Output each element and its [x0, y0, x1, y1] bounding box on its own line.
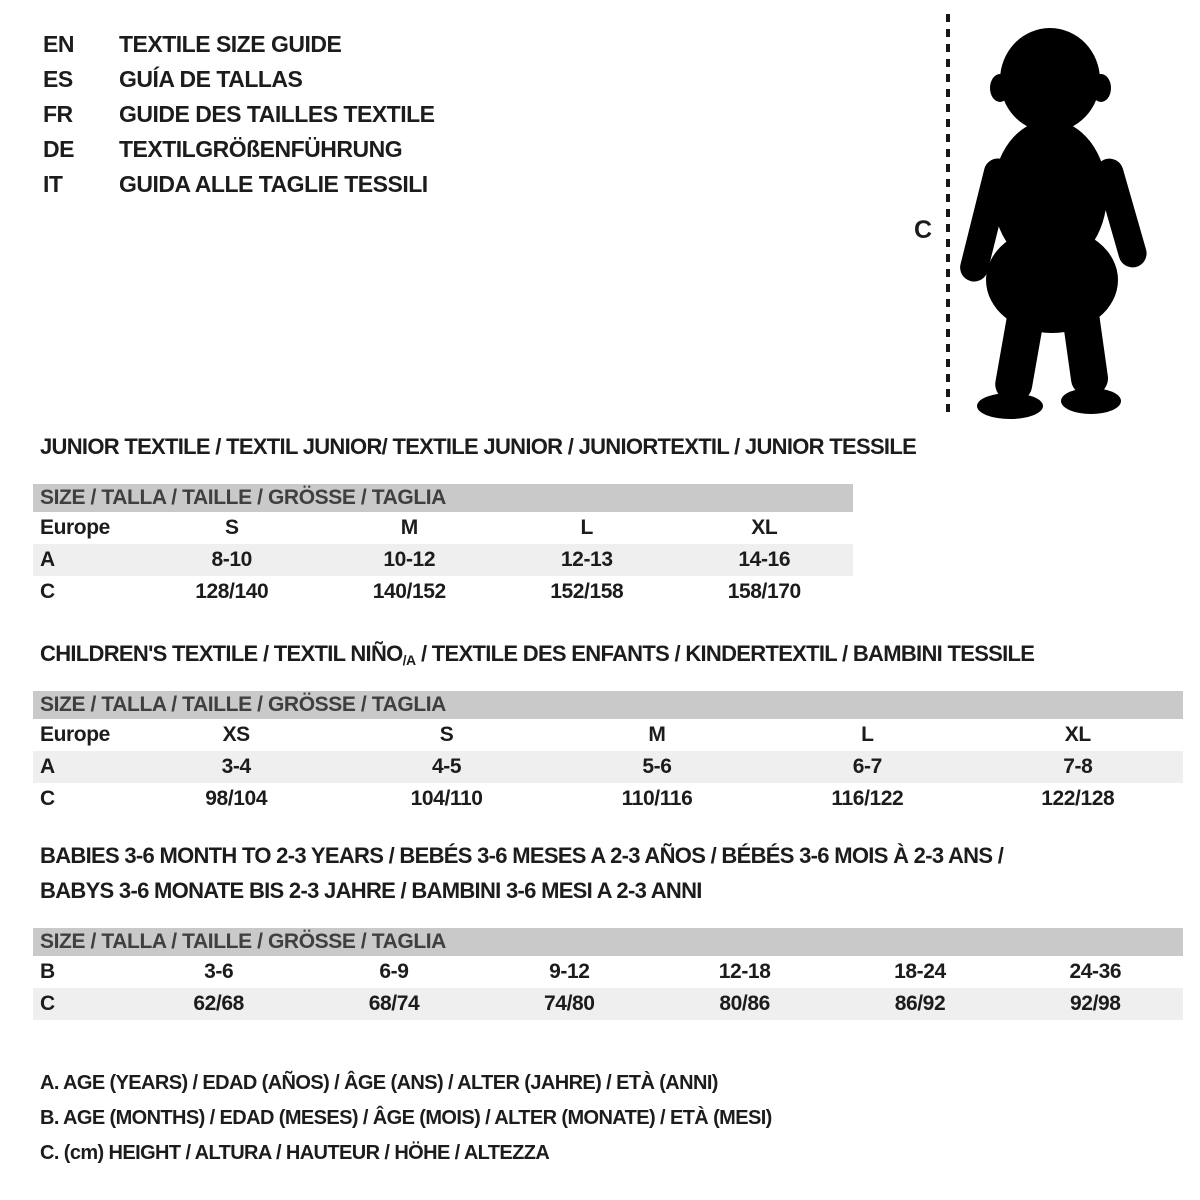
size-header-label: SIZE / TALLA / TAILLE / GRÖSSE / TAGLIA — [33, 691, 1183, 719]
table-cell: 3-6 — [204, 960, 234, 983]
size-header-row — [33, 928, 1183, 956]
table-cell: 24-36 — [1069, 960, 1122, 983]
table-cell: 74/80 — [482, 988, 657, 1020]
table-cell: 62/68 — [131, 988, 306, 1020]
row-label: A — [33, 544, 143, 576]
table-cell: XL — [751, 516, 778, 539]
height-measure-dashed-line — [946, 14, 950, 418]
table-cell: S — [224, 516, 239, 539]
row-label: A — [33, 751, 131, 783]
language-code: DE — [43, 136, 74, 162]
language-row-it — [43, 167, 435, 202]
table-cell: 110/116 — [621, 787, 693, 810]
language-row-de — [43, 132, 435, 167]
table-cell: 122/128 — [1041, 787, 1115, 810]
table-cell: L — [580, 516, 593, 539]
table-cell: S — [439, 723, 454, 746]
table-row-age — [33, 544, 853, 576]
table-cell: 128/140 — [195, 580, 269, 603]
language-code: IT — [43, 171, 63, 197]
table-cell: L — [861, 723, 874, 746]
size-header-label: SIZE / TALLA / TAILLE / GRÖSSE / TAGLIA — [33, 928, 1183, 956]
table-cell: 12-13 — [498, 544, 676, 576]
table-cell: 152/158 — [550, 580, 624, 603]
table-cell: 92/98 — [1008, 988, 1183, 1020]
table-cell: 98/104 — [205, 787, 268, 810]
children-title-suffix: / TEXTILE DES ENFANTS / KINDERTEXTIL / BAMBINI TESSILE — [415, 641, 1035, 666]
language-title-list — [43, 27, 435, 202]
table-row-age — [33, 751, 1183, 783]
table-cell: 158/170 — [727, 580, 801, 603]
table-row-height — [33, 988, 1183, 1020]
table-row-months — [33, 956, 1183, 988]
size-header-row — [33, 484, 853, 512]
table-cell: XL — [1064, 723, 1091, 746]
language-code: EN — [43, 31, 74, 57]
row-label: C — [40, 580, 55, 603]
table-cell: 14-16 — [676, 544, 854, 576]
table-row-europe — [33, 512, 853, 544]
table-cell: 3-4 — [131, 751, 341, 783]
children-title-subscript: /A — [402, 652, 416, 668]
language-title: TEXTILE SIZE GUIDE — [119, 31, 342, 57]
row-label: C — [33, 988, 131, 1020]
language-row-en — [43, 27, 435, 62]
table-cell: 80/86 — [657, 988, 832, 1020]
toddler-silhouette-icon — [958, 22, 1150, 422]
language-row-fr — [43, 97, 435, 132]
table-cell: 12-18 — [718, 960, 771, 983]
babies-section-title-line1: BABIES 3-6 MONTH TO 2-3 YEARS / BEBÉS 3-6 MESES A 2-3 AÑOS / BÉBÉS 3-6 MOIS À 2-3 ANS / — [40, 843, 1004, 868]
table-cell: 7-8 — [973, 751, 1183, 783]
table-cell: 6-9 — [379, 960, 409, 983]
table-cell: 6-7 — [762, 751, 972, 783]
size-header-row — [33, 691, 1183, 719]
size-header-label: SIZE / TALLA / TAILLE / GRÖSSE / TAGLIA — [33, 484, 853, 512]
children-title-prefix: CHILDREN'S TEXTILE / TEXTIL NIÑO — [40, 641, 403, 666]
language-title: GUIDE DES TAILLES TEXTILE — [119, 101, 435, 127]
legend-age-years: A. AGE (YEARS) / EDAD (AÑOS) / ÂGE (ANS) / ALTER (JAHRE) / ETÀ (ANNI) — [40, 1072, 718, 1094]
row-label: Europe — [40, 723, 110, 746]
babies-size-table — [33, 928, 1183, 1020]
table-cell: 8-10 — [143, 544, 321, 576]
table-cell: 5-6 — [552, 751, 762, 783]
junior-section-title: JUNIOR TEXTILE / TEXTIL JUNIOR/ TEXTILE JUNIOR / JUNIORTEXTIL / JUNIOR TESSILE — [40, 434, 917, 459]
language-title: GUIDA ALLE TAGLIE TESSILI — [119, 171, 428, 197]
table-cell: 104/110 — [410, 787, 483, 810]
language-title: GUÍA DE TALLAS — [119, 66, 303, 92]
table-row-height — [33, 576, 853, 608]
table-row-europe — [33, 719, 1183, 751]
language-code: ES — [43, 66, 73, 92]
row-label: B — [40, 960, 55, 983]
table-cell: 18-24 — [894, 960, 946, 983]
height-measure-label: C — [914, 216, 933, 244]
row-label: C — [40, 787, 55, 810]
table-cell: 116/122 — [831, 787, 904, 810]
table-row-height — [33, 783, 1183, 815]
legend-age-months: B. AGE (MONTHS) / EDAD (MESES) / ÂGE (MOIS) / ALTER (MONATE) / ETÀ (MESI) — [40, 1107, 772, 1129]
table-cell: 4-5 — [341, 751, 551, 783]
legend-height-cm: C. (cm) HEIGHT / ALTURA / HAUTEUR / HÖHE / ALTEZZA — [40, 1142, 550, 1164]
table-cell: M — [400, 516, 418, 539]
language-title: TEXTILGRÖßENFÜHRUNG — [119, 136, 403, 162]
children-section-title — [40, 641, 1034, 668]
row-label: Europe — [40, 516, 110, 539]
table-cell: 86/92 — [832, 988, 1007, 1020]
language-row-es — [43, 62, 435, 97]
children-size-table — [33, 691, 1183, 815]
table-cell: 140/152 — [372, 580, 446, 603]
table-cell: 68/74 — [306, 988, 481, 1020]
junior-size-table — [33, 484, 853, 608]
table-cell: 9-12 — [549, 960, 590, 983]
table-cell: 10-12 — [321, 544, 499, 576]
table-cell: M — [648, 723, 666, 746]
babies-section-title-line2: BABYS 3-6 MONATE BIS 2-3 JAHRE / BAMBINI 3-6 MESI A 2-3 ANNI — [40, 878, 702, 903]
language-code: FR — [43, 101, 73, 127]
table-cell: XS — [222, 723, 250, 746]
